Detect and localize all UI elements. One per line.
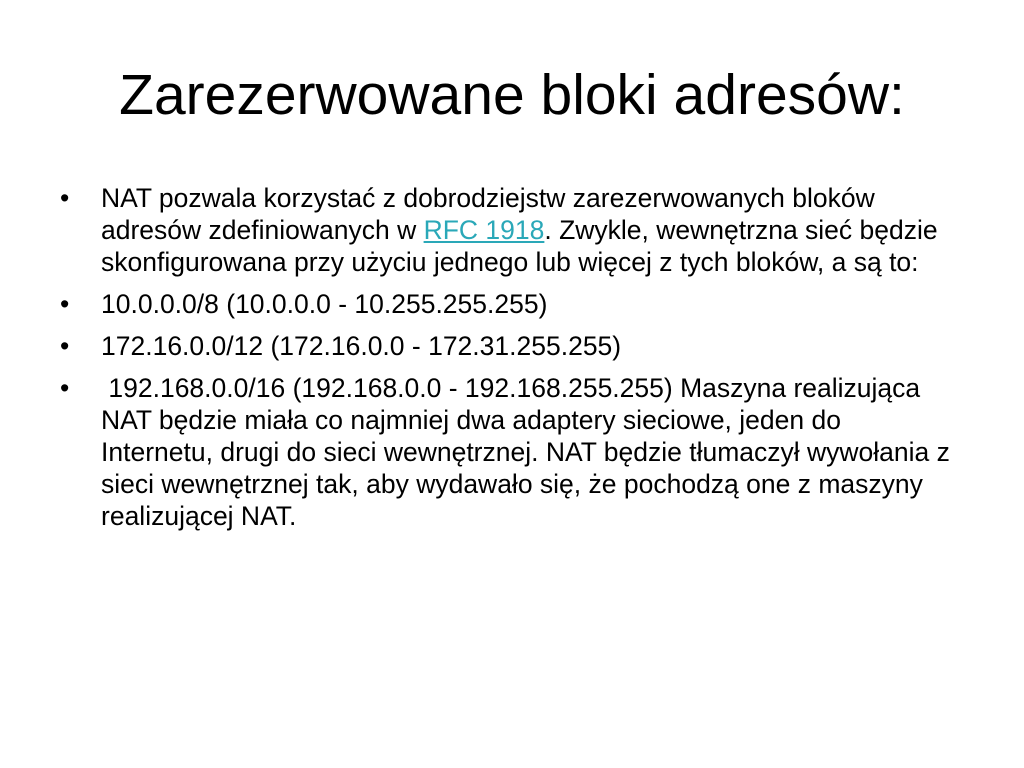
bullet-list [56,182,956,542]
bullet-icon: • [60,373,70,403]
bullet-text: 10.0.0.0/8 (10.0.0.0 - 10.255.255.255) [101,289,548,319]
bullet-icon: • [60,289,70,319]
bullet-item [56,288,956,320]
bullet-item [56,182,956,278]
bullet-icon: • [60,183,70,213]
bullet-icon: • [60,331,70,361]
bullet-text: 172.16.0.0/12 (172.16.0.0 - 172.31.255.255) [101,331,622,361]
bullet-item [56,372,956,532]
bullet-text: . Zwykle, wewnętrzna sieć będzie skonfigurowana przy użyciu jednego lub więcej z tych bloków, a są to: [101,215,938,277]
bullet-text: 192.168.0.0/16 (192.168.0.0 - 192.168.255.255) Maszyna realizująca NAT będzie miała co najmniej dwa adaptery sieciowe, jeden do Internetu, drugi do sieci wewnętrznej. NAT będzie tłumaczył wywołania z sieci wewnętrznej tak, aby wydawało się, że pochodzą one z maszyny realizującej NAT. [101,373,958,531]
bullet-text: NAT pozwala korzystać z dobrodziejstw zarezerwowanych bloków adresów zdefiniowanych w [101,183,875,245]
slide-title: Zarezerwowane bloki adresów: [119,63,905,127]
bullet-item [56,330,956,362]
rfc-1918-link[interactable]: RFC 1918 [423,215,545,245]
